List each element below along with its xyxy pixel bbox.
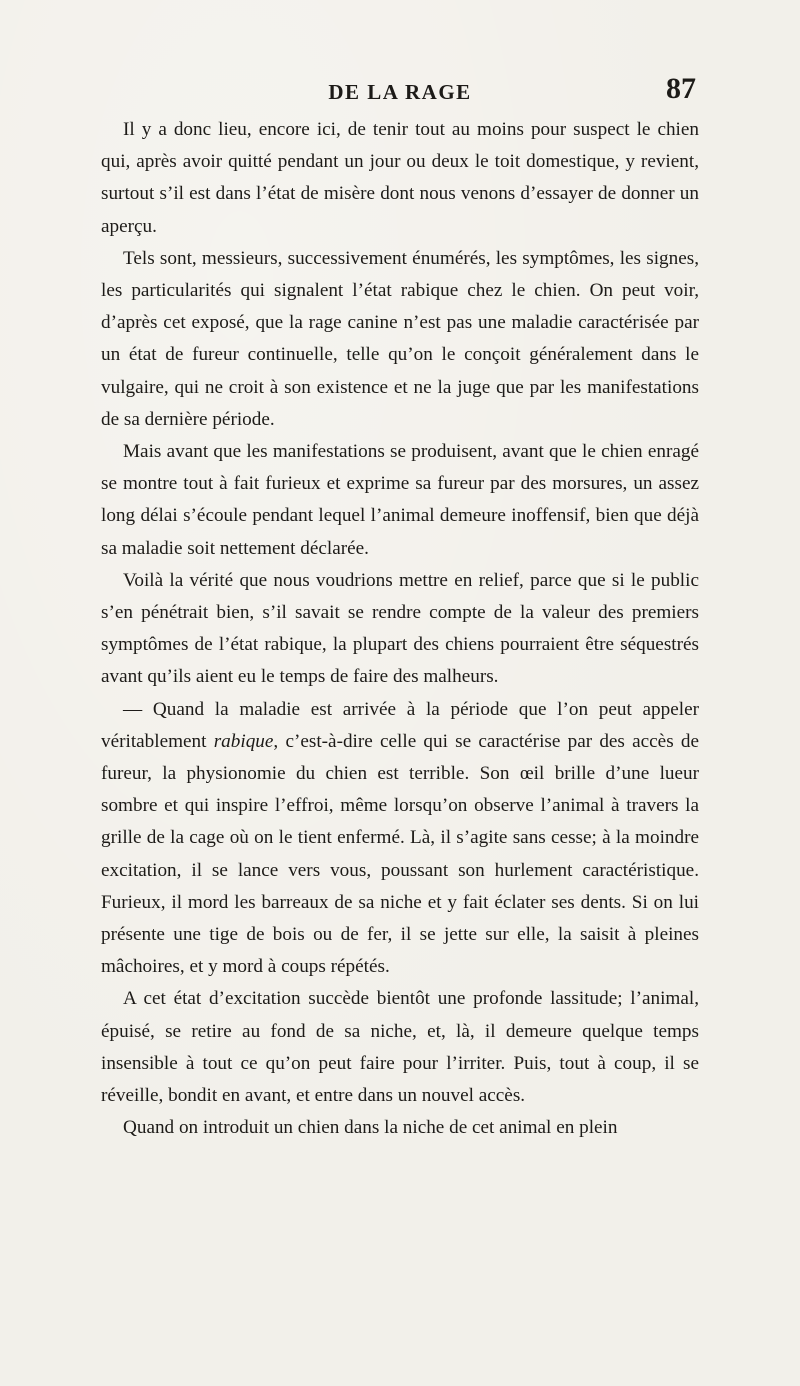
rabique-emphasis: rabique	[213, 730, 274, 752]
page-number: 87	[666, 72, 696, 105]
paragraph-suspect-dog: Il y a donc lieu, encore ici, de tenir tout au moins pour suspect le chien qui, après avoir quitté pendant un jour ou deux le toit domestique, y revient, surtout s’il est dans l’état de misère dont nous venons d’essayer de donner un aperçu.	[101, 119, 699, 237]
paragraph-lassitude: A cet état d’excitation succède bientôt une profonde lassitude; l’animal, épuisé, se retire au fond de sa niche, et, là, il demeure quelque temps insensible à tout ce qu’on peut faire pour l’irriter. Puis, tout à coup, il se réveille, bondit en avant, et entre dans un nouvel accès.	[101, 988, 699, 1107]
paragraph-delay-before-fury: Mais avant que les manifestations se produisent, avant que le chien enragé se montre tout à fait furieux et exprime sa fureur par des morsures, un assez long délai s’écoule pendant lequel l’animal demeure inoffensif, bien que déjà sa maladie soit nettement déclarée.	[101, 441, 699, 559]
paragraph-introduce-dog: Quand on introduit un chien dans la niche de cet animal en plein	[123, 1117, 618, 1139]
rabid-period-text-end: , c’est-à-dire celle qui se caractérise par des accès de fureur, la physionomie du chien est terrible. Son œil brille d’une lueur sombre et qui inspire l’effroi, même lorsqu’on observe l’animal à travers la grille de la cage où on le tient enfermé. Là, il s’agite sans cesse; à la moindre excitation, il se lance vers vous, poussant son hurlement caractéristique. Furieux, il mord les barreaux de sa niche et y fait éclater ses dents. Si on lui présente une tige de bois ou de fer, il se jette sur elle, la saisit à pleines mâchoires, et y mord à coups répétés.	[101, 730, 699, 978]
running-title: DE LA RAGE	[328, 80, 472, 104]
running-head	[100, 72, 700, 112]
body-text	[101, 114, 699, 1145]
paragraph-symptoms-summary: Tels sont, messieurs, successivement énumérés, les symptômes, les signes, les particularités qui signalent l’état rabique chez le chien. On peut voir, d’après cet exposé, que la rage canine n’est pas une maladie caractérisée par un état de fureur continuelle, telle qu’on le conçoit généralement dans le vulgaire, qui ne croit à son existence et ne la juge que par les manifestations de sa dernière période.	[101, 247, 699, 430]
rabid-period-text-start: — Quand la maladie est arrivée à la période que l’on peut appeler véritablement	[101, 698, 699, 752]
paragraph-rabid-period	[101, 694, 699, 984]
paragraph-public-awareness: Voilà la vérité que nous voudrions mettre en relief, parce que si le public s’en pénétrait bien, s’il savait se rendre compte de la valeur des premiers symptômes de l’état rabique, la plupart des chiens pourraient être séquestrés avant qu’ils aient eu le temps de faire des malheurs.	[101, 569, 699, 688]
